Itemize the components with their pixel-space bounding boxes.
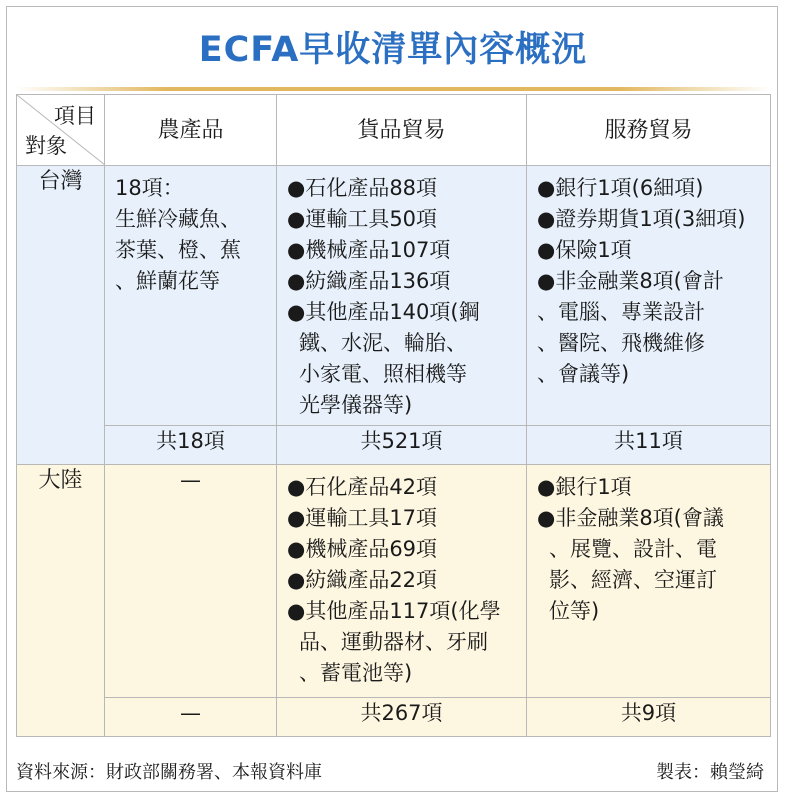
taiwan-label: 台灣 bbox=[17, 166, 105, 465]
mainland-total-agri: — bbox=[105, 698, 277, 737]
header-agri: 農產品 bbox=[105, 95, 277, 166]
corner-target-label: 對象 bbox=[25, 134, 67, 158]
mainland-service-line: 影、經濟、空運訂 bbox=[549, 568, 717, 592]
mainland-goods-line: ●紡織產品22項 bbox=[287, 568, 438, 592]
taiwan-goods-line: 鐵、水泥、輪胎、 bbox=[299, 331, 467, 355]
taiwan-total-goods: 共521項 bbox=[277, 426, 527, 465]
taiwan-service-line: 、會議等) bbox=[537, 362, 630, 386]
mainland-goods-line: ●其他產品117項(化學 bbox=[287, 599, 501, 623]
corner-header-cell bbox=[17, 95, 105, 166]
taiwan-service-line: 、電腦、專業設計 bbox=[537, 300, 705, 324]
taiwan-service-line: 、醫院、飛機維修 bbox=[537, 331, 705, 355]
mainland-label: 大陸 bbox=[17, 465, 105, 737]
source-note: 資料來源：財政部關務署、本報資料庫 bbox=[16, 762, 322, 783]
taiwan-total-service: 共11項 bbox=[527, 426, 771, 465]
mainland-goods-cell bbox=[277, 465, 527, 698]
mainland-service-cell bbox=[527, 465, 771, 698]
taiwan-agri-line: 18項： bbox=[115, 176, 184, 200]
taiwan-agri-line: 茶葉、橙、蕉 bbox=[115, 238, 241, 262]
mainland-goods-line: ●石化產品42項 bbox=[287, 475, 438, 499]
mainland-total-row bbox=[17, 698, 771, 737]
taiwan-total-agri: 共18項 bbox=[105, 426, 277, 465]
header-service: 服務貿易 bbox=[527, 95, 771, 166]
taiwan-goods-cell bbox=[277, 166, 527, 426]
mainland-service-line: 、展覽、設計、電 bbox=[549, 537, 717, 561]
title-divider bbox=[16, 87, 770, 91]
mainland-goods-line: ●機械產品69項 bbox=[287, 537, 438, 561]
taiwan-service-cell bbox=[527, 166, 771, 426]
taiwan-goods-line: ●其他產品140項(鋼 bbox=[287, 300, 480, 324]
page-title: ECFA早收清單內容概況 bbox=[198, 30, 588, 70]
taiwan-goods-line: 光學儀器等) bbox=[299, 393, 413, 417]
taiwan-goods-line: ●機械產品107項 bbox=[287, 238, 451, 262]
mainland-service-line: ●銀行1項 bbox=[537, 475, 632, 499]
mainland-total-service: 共9項 bbox=[527, 698, 771, 737]
corner-item-label: 項目 bbox=[54, 104, 96, 128]
header-goods: 貨品貿易 bbox=[277, 95, 527, 166]
mainland-agri-cell bbox=[105, 465, 277, 698]
mainland-goods-line: ●運輸工具17項 bbox=[287, 506, 438, 530]
taiwan-goods-line: ●石化產品88項 bbox=[287, 176, 438, 200]
taiwan-service-line: ●保險1項 bbox=[537, 238, 632, 262]
mainland-goods-line: 品、運動器材、牙刷 bbox=[299, 630, 488, 654]
taiwan-agri-line: 生鮮冷藏魚、 bbox=[115, 207, 241, 231]
taiwan-agri-line: 、鮮蘭花等 bbox=[115, 269, 220, 293]
taiwan-goods-line: 小家電、照相機等 bbox=[299, 362, 467, 386]
taiwan-service-line: ●銀行1項(6細項) bbox=[537, 176, 704, 200]
taiwan-service-line: ●證券期貨1項(3細項) bbox=[537, 207, 746, 231]
mainland-total-goods: 共267項 bbox=[277, 698, 527, 737]
taiwan-goods-line: ●運輸工具50項 bbox=[287, 207, 438, 231]
taiwan-items-row bbox=[17, 166, 771, 426]
mainland-service-line: 位等) bbox=[549, 599, 600, 623]
maker-note: 製表：賴瑩綺 bbox=[656, 762, 764, 783]
early-harvest-table bbox=[16, 94, 771, 737]
taiwan-total-row bbox=[17, 426, 771, 465]
taiwan-goods-line: ●紡織產品136項 bbox=[287, 269, 451, 293]
mainland-service-line: ●非金融業8項(會議 bbox=[537, 506, 724, 530]
mainland-agri-dash: — bbox=[180, 468, 201, 492]
taiwan-service-line: ●非金融業8項(會計 bbox=[537, 269, 724, 293]
taiwan-agri-cell bbox=[105, 166, 277, 426]
header-row bbox=[17, 95, 771, 166]
mainland-items-row bbox=[17, 465, 771, 698]
mainland-goods-line: 、蓄電池等) bbox=[299, 661, 413, 685]
